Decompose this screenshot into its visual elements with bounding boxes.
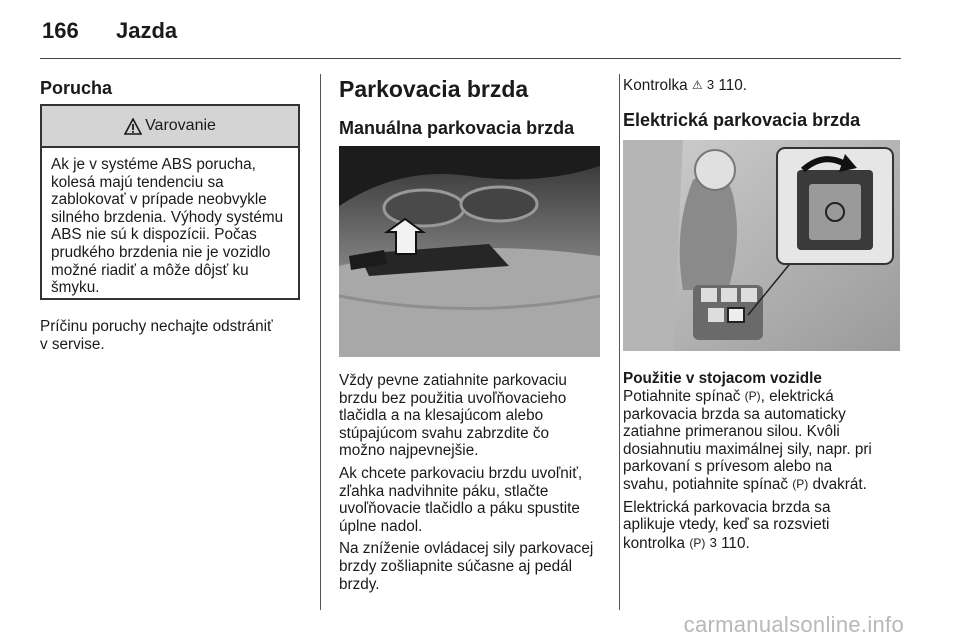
page-number: 166 (42, 18, 79, 43)
electric-brake-text (623, 388, 908, 552)
text-line: úplne nadol. (339, 517, 423, 535)
page-reference-arrow-icon: 3 (706, 77, 715, 92)
parking-brake-lamp-icon: ⚠ (691, 78, 703, 92)
text-line: brzdu bez použitia uvoľňovacieho (339, 389, 567, 407)
warning-box (40, 104, 300, 300)
warning-label: Varovanie (145, 117, 216, 134)
text-line: parkovaní s prívesom alebo na (623, 458, 833, 476)
text-line: možno najpevnejšie. (339, 442, 479, 460)
text-line: Ak je v systéme ABS porucha, (51, 156, 256, 173)
subheading-stationary: Použitie v stojacom vozidle (623, 370, 822, 387)
chapter-title: Jazda (116, 18, 178, 43)
text-line: prudkého brzdenia nie je vozidlo (51, 243, 271, 261)
text-fragment: dvakrát. (812, 475, 867, 493)
watermark: carmanualsonline.info (683, 612, 904, 637)
heading-electric-brake: Elektrická parkovacia brzda (623, 110, 861, 130)
text-line: kolesá majú tendenciu sa (51, 173, 224, 191)
text-line: zablokovať v prípade neobvykle (51, 191, 267, 209)
text-fragment: Kontrolka (623, 77, 688, 94)
text-fragment: Potiahnite spínač (623, 388, 741, 405)
text-line: zľahka nadvihnite páku, stlačte (339, 482, 549, 500)
text-line: možné riadiť a môže dôjsť ku (51, 261, 249, 279)
page-reference-arrow-icon: 3 (709, 534, 717, 550)
section-heading-parking-brake: Parkovacia brzda (339, 76, 529, 102)
text-line (623, 476, 908, 494)
parking-brake-lamp-icon: (P) (689, 535, 706, 550)
lamp-reference (623, 76, 747, 95)
section-heading-porucha: Porucha (40, 78, 113, 98)
fault-note (40, 318, 315, 353)
text-line (623, 534, 908, 553)
text-line: zatiahne primeranou silou. Kvôli (623, 423, 840, 441)
column-divider (320, 74, 321, 610)
text-line: Elektrická parkovacia brzda sa (623, 498, 831, 516)
text-line: brzdy. (339, 575, 380, 593)
text-line: ABS nie sú k dispozícii. Počas (51, 226, 257, 244)
header-divider (40, 58, 901, 59)
text-fragment: svahu, potiahnite spínač (623, 475, 788, 493)
text-line: Vždy pevne zatiahnite parkovaciu (339, 372, 567, 389)
parking-brake-switch-icon: (P) (792, 476, 809, 491)
electric-brake-photo (623, 140, 900, 351)
text-fragment: , elektrická (760, 388, 834, 405)
manual-handbrake-photo (339, 146, 600, 357)
text-line: dosiahnutiu maximálnej sily, napr. pri (623, 440, 872, 458)
text-line: Na zníženie ovládacej sily parkovacej (339, 540, 594, 558)
page-reference: 110. (721, 534, 750, 552)
text-line: uvoľňovacie tlačidlo a páku spustite (339, 500, 580, 518)
text-line (623, 388, 908, 406)
warning-text (42, 148, 298, 297)
text-line: brzdy zošliapnite súčasne aj pedál (339, 557, 572, 575)
warning-header (42, 106, 298, 148)
text-line: silného brzdenia. Výhody systému (51, 208, 284, 226)
text-line: parkovacia brzda sa automaticky (623, 405, 846, 423)
manual-brake-text (339, 372, 614, 593)
warning-triangle-icon (124, 118, 142, 135)
text-line: v servise. (40, 335, 105, 353)
text-line: Príčinu poruchy nechajte odstrániť (40, 318, 273, 335)
text-line: aplikuje vtedy, keď sa rozsvieti (623, 516, 830, 534)
text-line: tlačidla a na klesajúcom alebo (339, 407, 544, 425)
subheading-manual-brake: Manuálna parkovacia brzda (339, 118, 575, 138)
text-line: stúpajúcom svahu zabrzdite čo (339, 424, 550, 442)
text-line: šmyku. (51, 279, 100, 297)
text-fragment: kontrolka (623, 534, 686, 552)
page-reference: 110. (718, 77, 748, 94)
text-line: Ak chcete parkovaciu brzdu uvoľniť, (339, 464, 583, 482)
parking-brake-switch-icon: (P) (744, 389, 761, 403)
column-divider (619, 74, 620, 610)
